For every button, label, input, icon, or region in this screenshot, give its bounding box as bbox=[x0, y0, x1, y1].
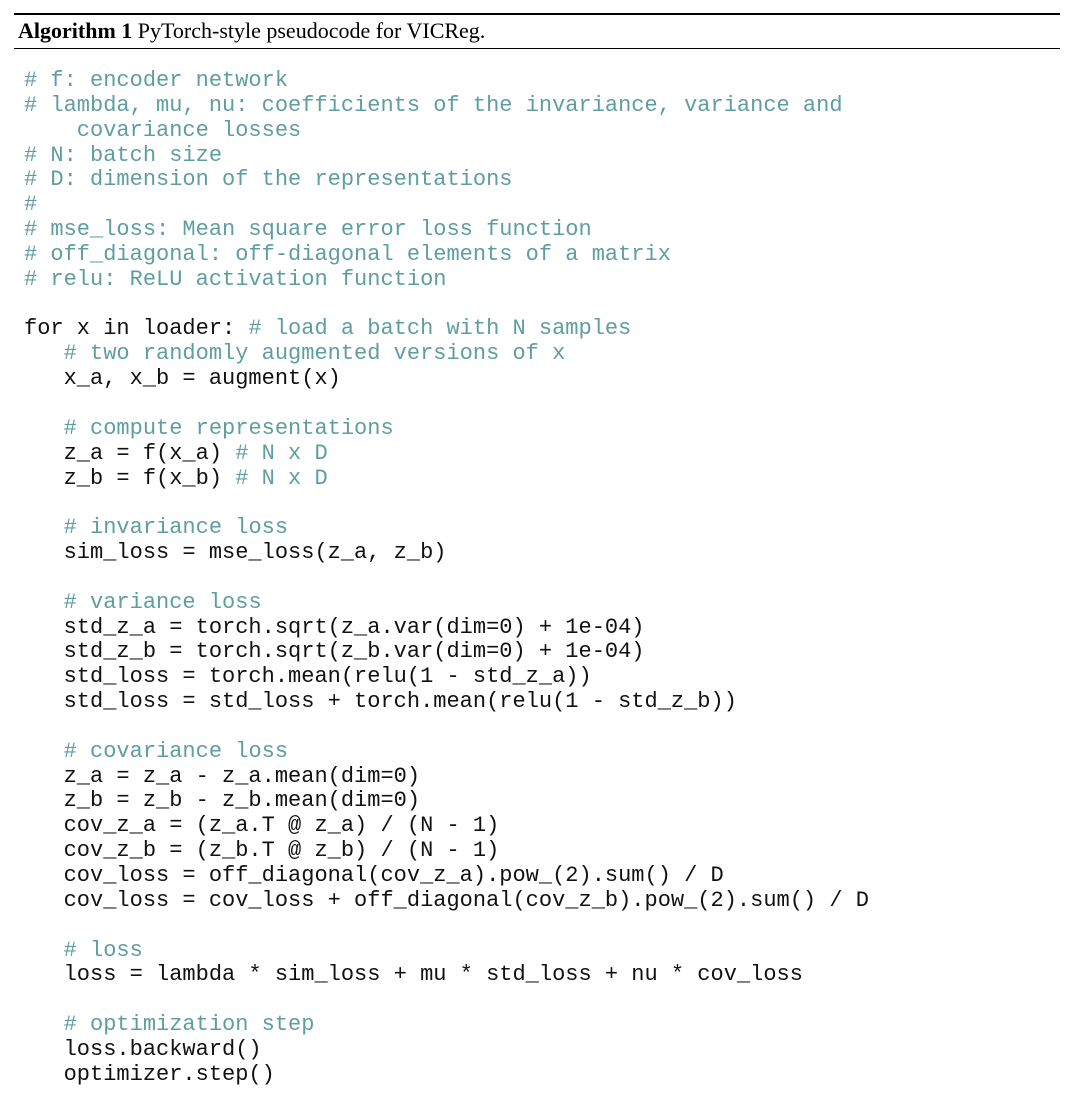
code-text: sim_loss = mse_loss(z_a, z_b) bbox=[24, 540, 447, 566]
code-line bbox=[24, 392, 869, 417]
code-line bbox=[24, 144, 869, 169]
code-line bbox=[24, 914, 869, 939]
code-line bbox=[24, 889, 869, 914]
code-line bbox=[24, 119, 869, 144]
code-line bbox=[24, 665, 869, 690]
code-line bbox=[24, 218, 869, 243]
code-comment: covariance losses bbox=[24, 117, 302, 143]
code-line bbox=[24, 417, 869, 442]
code-line bbox=[24, 491, 869, 516]
code-text: optimizer.step() bbox=[24, 1061, 275, 1087]
code-text: z_b = z_b - z_b.mean(dim=0) bbox=[24, 788, 421, 814]
algorithm-caption bbox=[18, 15, 485, 47]
code-comment: # bbox=[24, 192, 38, 218]
code-line bbox=[24, 640, 869, 665]
code-line bbox=[24, 839, 869, 864]
code-line bbox=[24, 591, 869, 616]
code-line bbox=[24, 367, 869, 392]
code-comment: # N x D bbox=[235, 440, 328, 466]
code-comment: # f: encoder network bbox=[24, 68, 289, 93]
code-line bbox=[24, 864, 869, 889]
code-text: z_a = z_a - z_a.mean(dim=0) bbox=[24, 763, 421, 789]
algorithm-title: PyTorch-style pseudocode for VICReg. bbox=[137, 18, 486, 43]
code-comment: # N x D bbox=[235, 465, 328, 491]
code-line bbox=[24, 690, 869, 715]
code-line bbox=[24, 243, 869, 268]
code-line bbox=[24, 1013, 869, 1038]
code-line bbox=[24, 69, 869, 94]
code-comment: # off_diagonal: off-diagonal elements of a matrix bbox=[24, 241, 671, 267]
code-comment: # two randomly augmented versions of x bbox=[63, 341, 566, 367]
code-comment: # invariance loss bbox=[63, 515, 289, 541]
code-text bbox=[24, 938, 64, 963]
code-line bbox=[24, 442, 869, 467]
code-line bbox=[24, 939, 869, 964]
code-line bbox=[24, 94, 869, 119]
code-comment: # optimization step bbox=[63, 1012, 315, 1038]
code-text bbox=[24, 590, 64, 615]
code-text: cov_loss = cov_loss + off_diagonal(cov_z_b).pow_(2).sum() / D bbox=[24, 887, 869, 913]
code-text bbox=[24, 739, 64, 764]
code-line bbox=[24, 1038, 869, 1063]
code-line bbox=[24, 963, 869, 988]
code-text: z_b = f(x_b) bbox=[24, 465, 236, 491]
code-comment: # D: dimension of the representations bbox=[24, 167, 513, 193]
code-line bbox=[24, 814, 869, 839]
code-comment: # relu: ReLU activation function bbox=[24, 266, 447, 292]
code-comment: # load a batch with N samples bbox=[248, 316, 632, 342]
code-line bbox=[24, 342, 869, 367]
code-text: cov_z_b = (z_b.T @ z_b) / (N - 1) bbox=[24, 838, 500, 864]
code-line bbox=[24, 789, 869, 814]
code-line bbox=[24, 168, 869, 193]
code-text: std_z_b = torch.sqrt(z_b.var(dim=0) + 1e-04) bbox=[24, 639, 645, 665]
code-listing bbox=[24, 69, 869, 1088]
code-comment: # variance loss bbox=[63, 589, 262, 615]
code-comment: # covariance loss bbox=[63, 738, 289, 764]
caption-rule bbox=[14, 48, 1060, 49]
code-line bbox=[24, 467, 869, 492]
code-line bbox=[24, 516, 869, 541]
code-line bbox=[24, 616, 869, 641]
code-line bbox=[24, 740, 869, 765]
code-line bbox=[24, 317, 869, 342]
code-text: x_a, x_b = augment(x) bbox=[24, 366, 341, 392]
code-text: cov_loss = off_diagonal(cov_z_a).pow_(2).sum() / D bbox=[24, 863, 724, 888]
code-text: cov_z_a = (z_a.T @ z_a) / (N - 1) bbox=[24, 813, 500, 839]
code-text bbox=[24, 1012, 64, 1037]
code-text: loss.backward() bbox=[24, 1036, 262, 1062]
code-comment: # N: batch size bbox=[24, 142, 223, 168]
code-text: for x in loader: bbox=[24, 316, 249, 342]
code-text bbox=[24, 515, 64, 540]
code-text: loss = lambda * sim_loss + mu * std_loss + nu * cov_loss bbox=[24, 962, 803, 988]
code-comment: # compute representations bbox=[63, 415, 394, 441]
code-comment: # loss bbox=[63, 937, 143, 963]
code-line bbox=[24, 293, 869, 318]
code-line bbox=[24, 715, 869, 740]
code-text: std_loss = std_loss + torch.mean(relu(1 - std_z_b)) bbox=[24, 689, 737, 715]
code-line bbox=[24, 541, 869, 566]
code-line bbox=[24, 268, 869, 293]
code-line bbox=[24, 1063, 869, 1088]
code-text bbox=[24, 341, 64, 366]
code-line bbox=[24, 988, 869, 1013]
code-text bbox=[24, 416, 64, 441]
code-comment: # mse_loss: Mean square error loss function bbox=[24, 217, 592, 243]
code-comment: # lambda, mu, nu: coefficients of the invariance, variance and bbox=[24, 92, 843, 118]
algorithm-label: Algorithm 1 bbox=[18, 18, 133, 43]
code-text: std_z_a = torch.sqrt(z_a.var(dim=0) + 1e-04) bbox=[24, 614, 645, 640]
code-line bbox=[24, 765, 869, 790]
code-text: z_a = f(x_a) bbox=[24, 440, 236, 466]
code-line bbox=[24, 193, 869, 218]
code-text: std_loss = torch.mean(relu(1 - std_z_a)) bbox=[24, 664, 592, 690]
code-line bbox=[24, 566, 869, 591]
